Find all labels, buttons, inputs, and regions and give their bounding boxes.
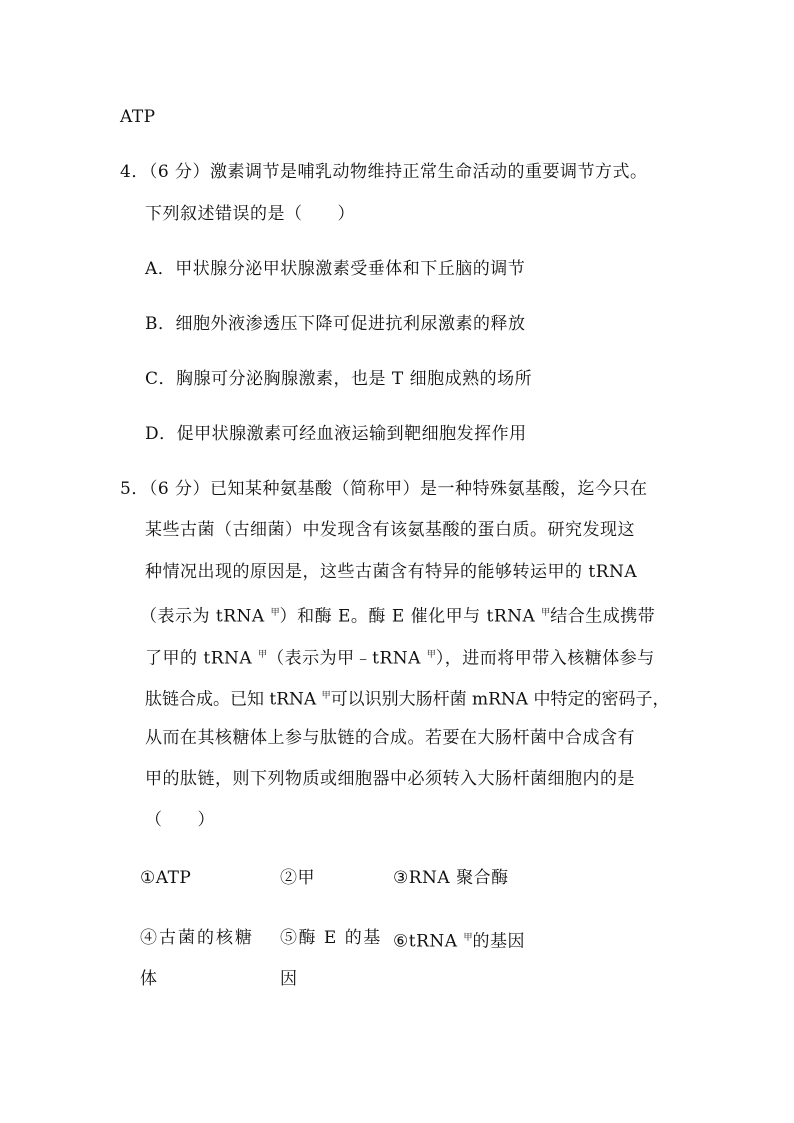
q5-stem-line5 [145, 643, 655, 671]
q5-stem-line9: （ ） [145, 810, 215, 830]
q5-stem-line2: 某些古菌（古细菌）中发现含有该氨基酸的蛋白质。研究发现这 [145, 520, 635, 540]
q5-line6-part-b: 可以识别大肠杆菌 mRNA 中特定的密码子， [330, 689, 670, 710]
q5-item-1: ①ATP [140, 868, 192, 888]
q5-line5-part-c: ），进而将甲带入核糖体参与 [435, 648, 655, 669]
q5-stem-line7: 从而在其核糖体上参与肽链的合成。若要在大肠杆菌中合成含有 [145, 728, 635, 748]
q5-line5-part-a: 了甲的 tRNA [145, 648, 259, 669]
q5-line4-part-c: 结合生成携带 [550, 606, 656, 627]
q5-stem-line4 [140, 601, 655, 629]
q4-option-d: D．促甲状腺激素可经血液运输到靶细胞发挥作用 [145, 424, 527, 444]
q5-line4-part-b: ）和酶 E。酶 E 催化甲与 tRNA [279, 606, 542, 627]
q5-line5-subscript-1: 甲 [258, 650, 268, 660]
q5-item-3: ③RNA 聚合酶 [393, 868, 509, 888]
q5-line5-subscript-2: 甲 [426, 650, 436, 660]
q5-item-5-line2: 因 [280, 969, 298, 989]
q5-line4-subscript-1: 甲 [270, 608, 280, 618]
top-fragment-text: ATP [120, 107, 156, 127]
q5-item-6-subscript: 甲 [463, 933, 473, 943]
q5-item-6-part-a: ⑥tRNA [393, 931, 464, 952]
q4-stem-line2: 下列叙述错误的是（ ） [145, 204, 355, 224]
q5-item-5-line1: ⑤酶 E 的基 [280, 928, 382, 948]
q5-item-2: ②甲 [280, 868, 315, 888]
q4-option-c: C．胸腺可分泌胸腺激素，也是 T 细胞成熟的场所 [145, 369, 533, 389]
q5-item-4-line1: ④古菌的核糖 [140, 928, 254, 948]
q4-option-b: B．细胞外液渗透压下降可促进抗利尿激素的释放 [145, 314, 526, 334]
q5-line5-part-b: （表示为甲﹣tRNA [267, 648, 427, 669]
q5-line4-part-a: （表示为 tRNA [140, 606, 271, 627]
q5-stem-line8: 甲的肽链，则下列物质或细胞器中必须转入大肠杆菌细胞内的是 [145, 769, 635, 789]
q5-stem-line1: 5．（6 分）已知某种氨基酸（简称甲）是一种特殊氨基酸，迄今只在 [120, 479, 648, 499]
q5-line6-part-a: 肽链合成。已知 tRNA [145, 689, 322, 710]
q5-item-4-line2: 体 [140, 969, 158, 989]
q5-line6-subscript: 甲 [321, 691, 331, 701]
q4-stem-line1: 4．（6 分）激素调节是哺乳动物维持正常生命活动的重要调节方式。 [120, 162, 648, 182]
q5-line4-subscript-2: 甲 [541, 608, 551, 618]
q5-stem-line6 [145, 684, 670, 712]
q4-option-a: A．甲状腺分泌甲状腺激素受垂体和下丘脑的调节 [145, 259, 526, 279]
q5-item-6 [393, 926, 525, 954]
q5-stem-line3: 种情况出现的原因是，这些古菌含有特异的能够转运甲的 tRNA [145, 562, 638, 582]
q5-item-6-part-b: 的基因 [472, 931, 525, 952]
